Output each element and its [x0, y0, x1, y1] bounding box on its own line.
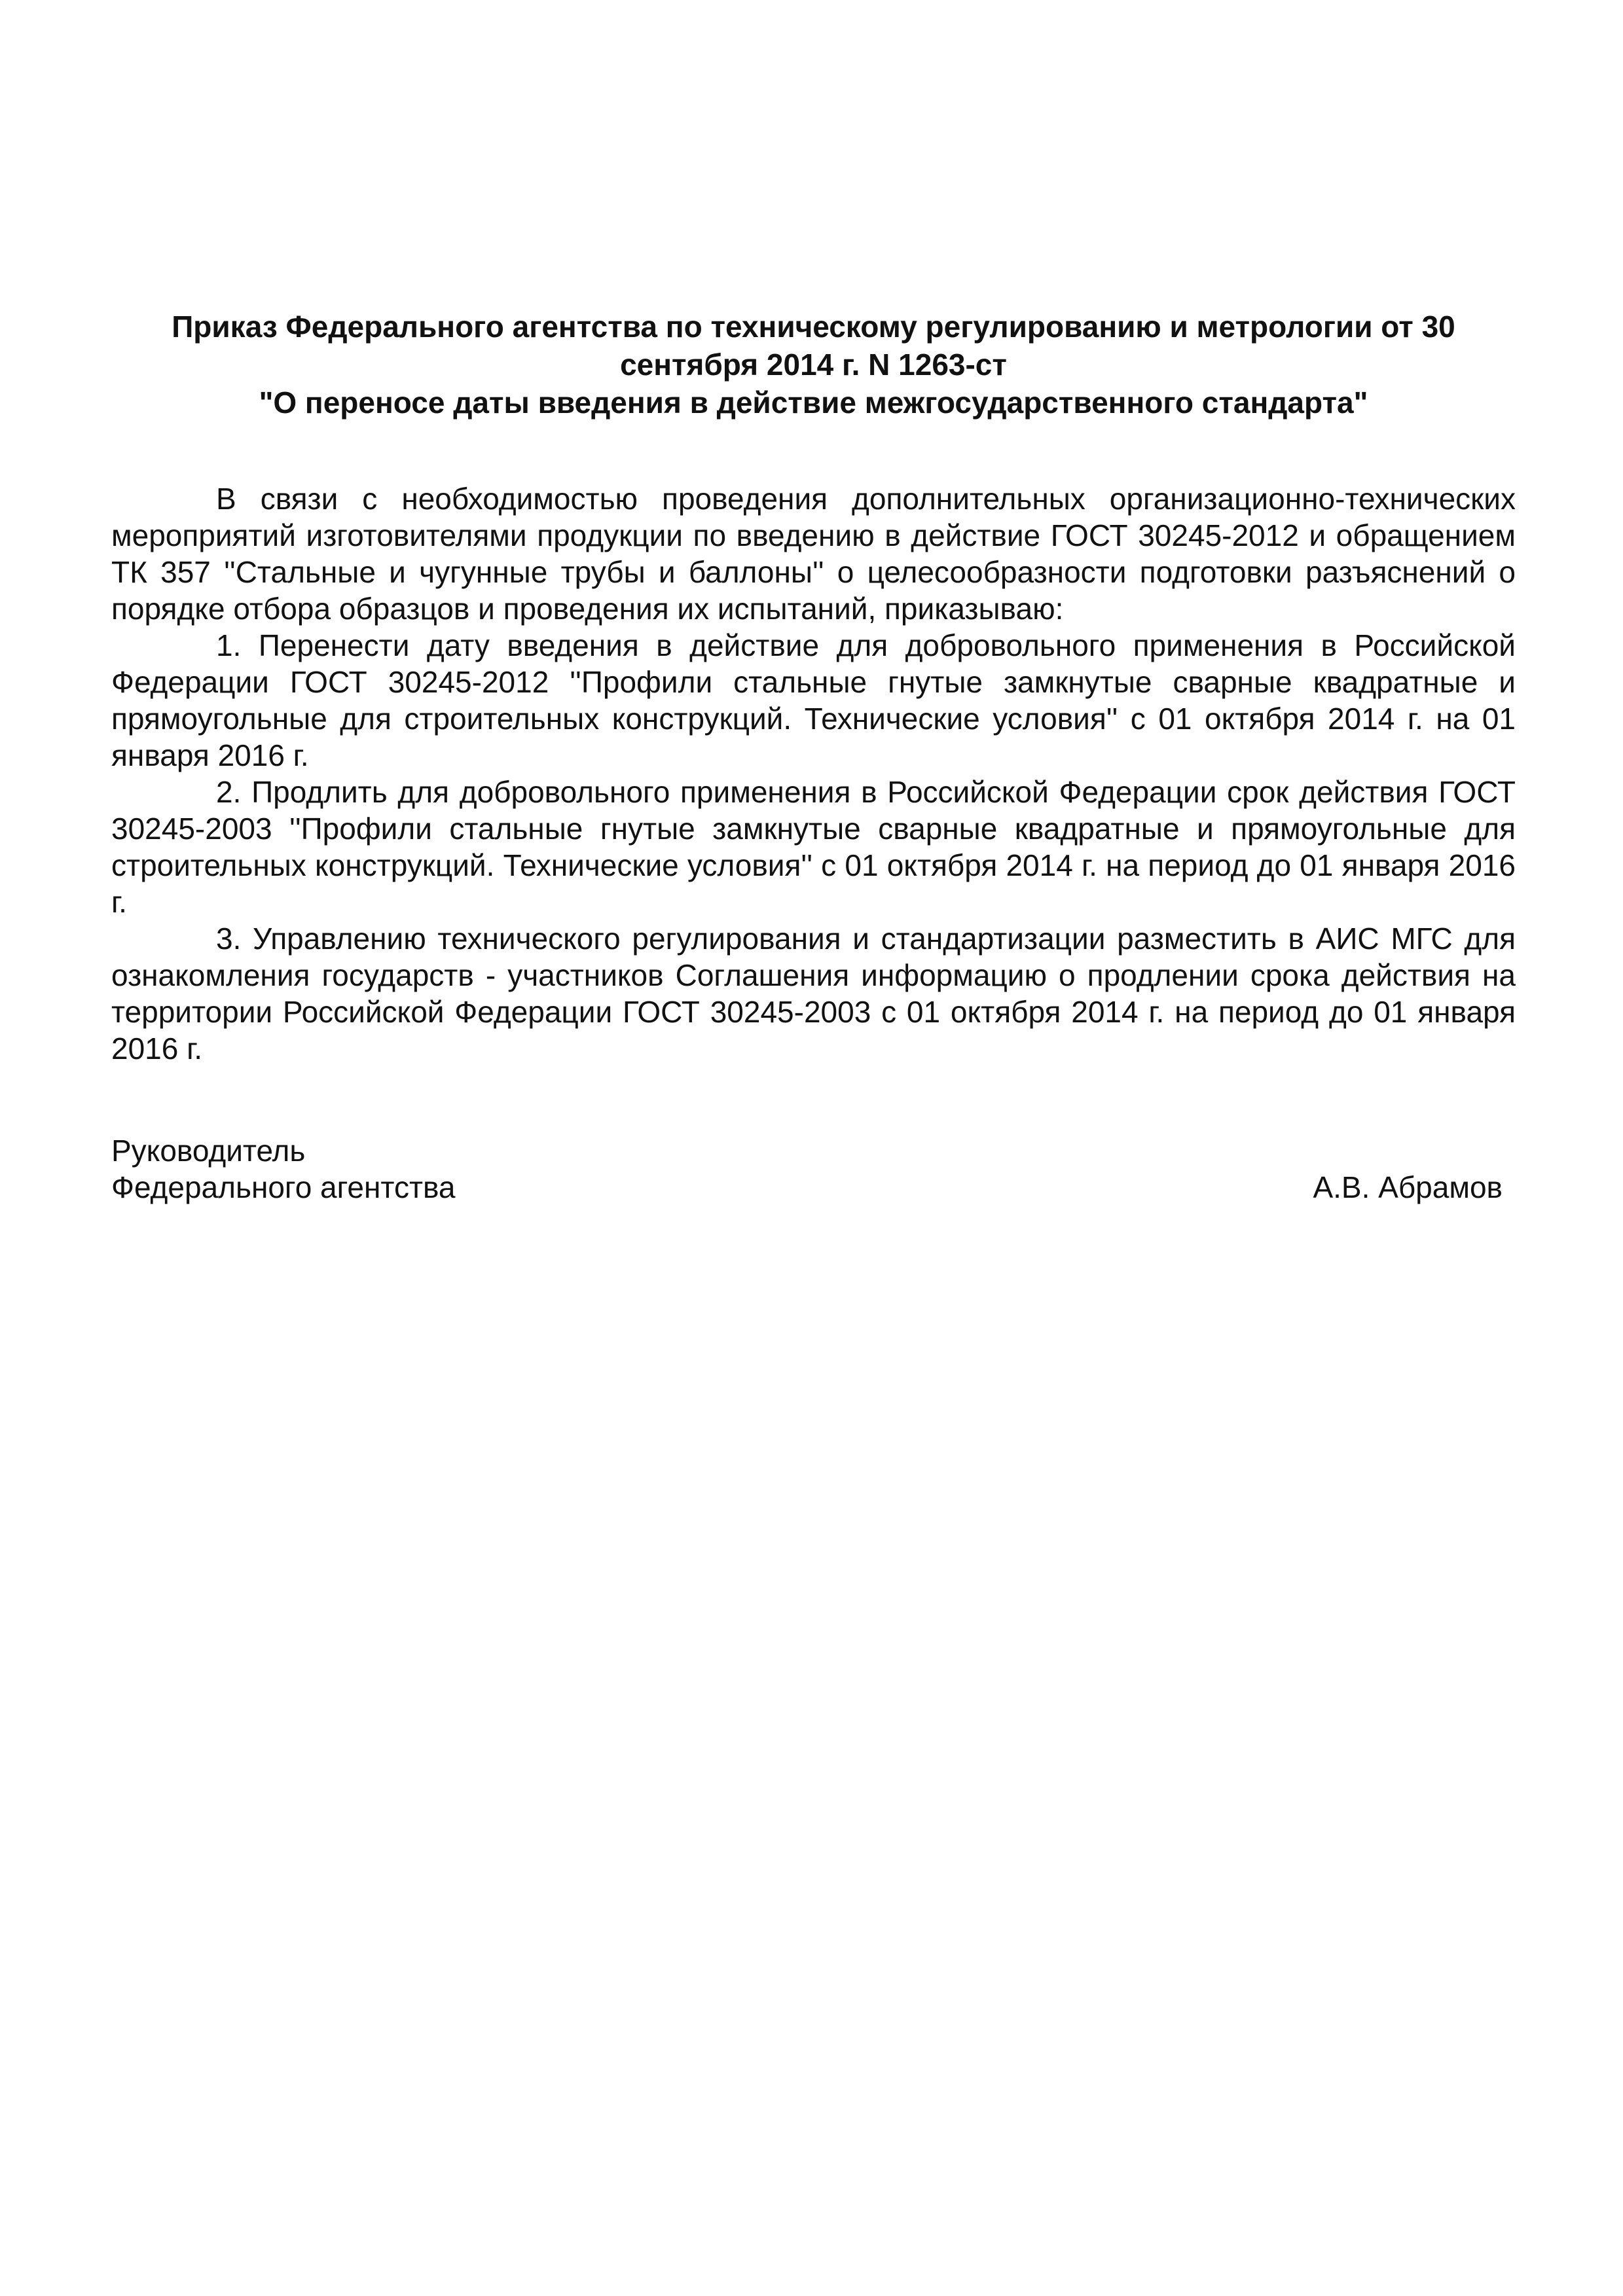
title-line-3: "О переносе даты введения в действие межгосударственного стандарта"	[259, 386, 1368, 420]
document-content	[111, 308, 1516, 1206]
signatory-position-line-1: Руководитель	[111, 1134, 306, 1168]
paragraph-item-2: 2. Продлить для добровольного применения в Российской Федерации срок действия ГОСТ 30245-2003 ''Профили стальные гнутые замкнутые сварные квадратные и прямоугольные для строительных конструкций. Технические условия'' с 01 октября 2014 г. на период до 01 января 2016 г.	[111, 775, 1516, 919]
signatory-name: А.В. Абрамов	[1313, 1170, 1503, 1204]
signatory-position-line-2: Федерального агентства	[111, 1170, 456, 1204]
paragraph-item-1: 1. Перенести дату введения в действие для добровольного применения в Российской Федерации ГОСТ 30245-2012 ''Профили стальные гнутые замкнутые сварные квадратные и прямоугольные для строительных конструкций. Технические условия'' с 01 октября 2014 г. на 01 января 2016 г.	[111, 628, 1516, 772]
document-title	[111, 308, 1516, 422]
signature-row	[111, 1169, 1516, 1206]
signature-block	[111, 1132, 1516, 1206]
document-body	[111, 480, 1516, 1067]
title-line-2: сентября 2014 г. N 1263-ст	[620, 348, 1007, 382]
paragraph-item-3: 3. Управлению технического регулирования и стандартизации разместить в АИС МГС для ознакомления государств - участников Соглашения информацию о продлении срока действия на территории Российской Федерации ГОСТ 30245-2003 с 01 октября 2014 г. на период до 01 января 2016 г.	[111, 922, 1516, 1066]
title-line-1: Приказ Федерального агентства по техническому регулированию и метрологии от 30	[172, 310, 1455, 344]
paragraph-preamble: В связи с необходимостью проведения дополнительных организационно-технических мероприятий изготовителями продукции по введению в действие ГОСТ 30245-2012 и обращением ТК 357 ''Стальные и чугунные трубы и баллоны'' о целесообразности подготовки разъяснений о порядке отбора образцов и проведения их испытаний, приказываю:	[111, 482, 1516, 626]
